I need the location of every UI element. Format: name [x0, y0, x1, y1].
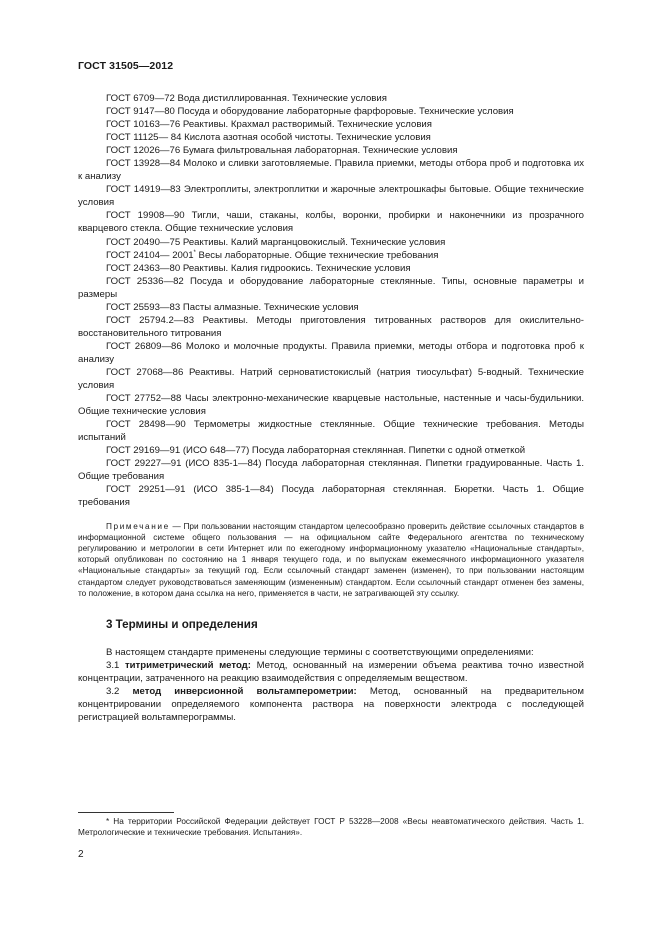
reference-item: ГОСТ 9147—80 Посуда и оборудование лабораторные фарфоровые. Технические условия [106, 106, 514, 118]
reference-item: ГОСТ 14919—83 Электроплиты, электроплитки и жарочные электрошкафы бытовые. Общие технические условия [78, 184, 584, 209]
document-body [78, 92, 584, 724]
footnote-mark: * [193, 249, 196, 256]
document-header: ГОСТ 31505—2012 [78, 60, 174, 72]
reference-item: ГОСТ 13928—84 Молоко и сливки заготовляемые. Правила приемки, методы отбора проб и подготовка их к анализу [78, 158, 584, 183]
note-label: Примечание [106, 521, 170, 531]
footnote: * На территории Российской Федерации действует ГОСТ Р 53228—2008 «Весы неавтоматического действия. Часть 1. Метрологические и технические требования. Испытания». [78, 817, 584, 838]
reference-item: ГОСТ 19908—90 Тигли, чаши, стаканы, колбы, воронки, пробирки и наконечники из прозрачного кварцевого стекла. Общие технические условия [78, 210, 584, 235]
section-intro: В настоящем стандарте применены следующие термины с соответствующими определениями: [106, 646, 534, 658]
reference-item: ГОСТ 27752—88 Часы электронно-механические кварцевые настольные, настенные и часы-будильники. Общие технические условия [78, 393, 584, 418]
reference-item: ГОСТ 25593—83 Пасты алмазные. Технические условия [106, 301, 359, 313]
term-number: 3.1 [106, 660, 125, 672]
footnote-divider [78, 812, 174, 813]
reference-item: ГОСТ 28498—90 Термометры жидкостные стеклянные. Общие технические требования. Методы испытаний [78, 419, 584, 444]
reference-item: ГОСТ 25336—82 Посуда и оборудование лабораторные стеклянные. Типы, основные параметры и размеры [78, 275, 584, 300]
reference-item: ГОСТ 27068—86 Реактивы. Натрий серноватистокислый (натрия тиосульфат) 5-водный. Технические условия [78, 366, 584, 392]
note-text: — При пользовании настоящим стандартом целесообразно проверить действие ссылочных стандартов в информационной системе общего пользования — на официальном сайте Федерального агентства по техническому регулированию и метрологии в сети Интернет или по ежегодному информационному указателю «Национальные стандарты», который опубликован по состоянию на 1 января текущего года, и по выпускам ежемесячного информационного указателя «Национальные стандарты» за текущий год. Если ссылочный стандарт заменен (изменен), то при пользовании настоящим стандартом следует руководствоваться заменяющим (измененным) стандартом. Если ссылочный стандарт отменен без замены, то положение, в котором дана ссылка на него, применяется в части, не затрагивающей эту ссылку. [78, 521, 584, 598]
note [78, 521, 584, 599]
reference-item: ГОСТ 29227—91 (ИСО 835-1—84) Посуда лабораторная стеклянная. Пипетки градуированные. Часть 1. Общие требования [78, 458, 584, 483]
reference-text: Весы лабораторные. Общие технические требования [195, 249, 439, 261]
term-name: титриметрический метод: [124, 660, 251, 672]
term-text: Метод, основанный на предварительном концентрировании определяемого компонента раствора на поверхности электрода с последующей регистрацией вольтамперограммы. [78, 686, 584, 724]
page-number: 2 [78, 849, 84, 860]
section-title: 3 Термины и определения [106, 617, 258, 631]
term-text: Метод, основанный на измерении объема реактива точно известной концентрации, затраченного на реакцию взаимодействия с определяемым веществом. [78, 660, 584, 685]
reference-item: ГОСТ 20490—75 Реактивы. Калий марганцовокислый. Технические условия [106, 236, 446, 248]
reference-item: ГОСТ 6709—72 Вода дистиллированная. Технические условия [106, 93, 387, 104]
reference-item: ГОСТ 25794.2—83 Реактивы. Методы приготовления титрованных растворов для окислительно-восстановительного титрования [78, 314, 584, 339]
reference-item: ГОСТ 12026—76 Бумага фильтровальная лабораторная. Технические условия [106, 145, 458, 157]
reference-item: ГОСТ 10163—76 Реактивы. Крахмал растворимый. Технические условия [106, 119, 432, 131]
term-definition [78, 659, 584, 685]
reference-item: ГОСТ 29169—91 (ИСО 648—77) Посуда лабораторная стеклянная. Пипетки с одной отметкой [106, 445, 526, 457]
term-definition [78, 685, 584, 724]
reference-item-with-footnote [78, 249, 584, 262]
reference-item: ГОСТ 29251—91 (ИСО 385-1—84) Посуда лабораторная стеклянная. Бюретки. Часть 1. Общие требования [78, 484, 584, 509]
references-list [78, 92, 584, 510]
term-number: 3.2 [106, 686, 133, 698]
reference-item: ГОСТ 24363—80 Реактивы. Калия гидроокись. Технические условия [106, 262, 411, 274]
term-name: метод инверсионной вольтамперометрии: [132, 686, 357, 698]
reference-item: ГОСТ 26809—86 Молоко и молочные продукты. Правила приемки, методы отбора и подготовка проб к анализу [78, 340, 584, 365]
reference-item: ГОСТ 11125— 84 Кислота азотная особой чистоты. Технические условия [106, 132, 431, 144]
reference-text: ГОСТ 24104— 2001 [106, 249, 194, 261]
